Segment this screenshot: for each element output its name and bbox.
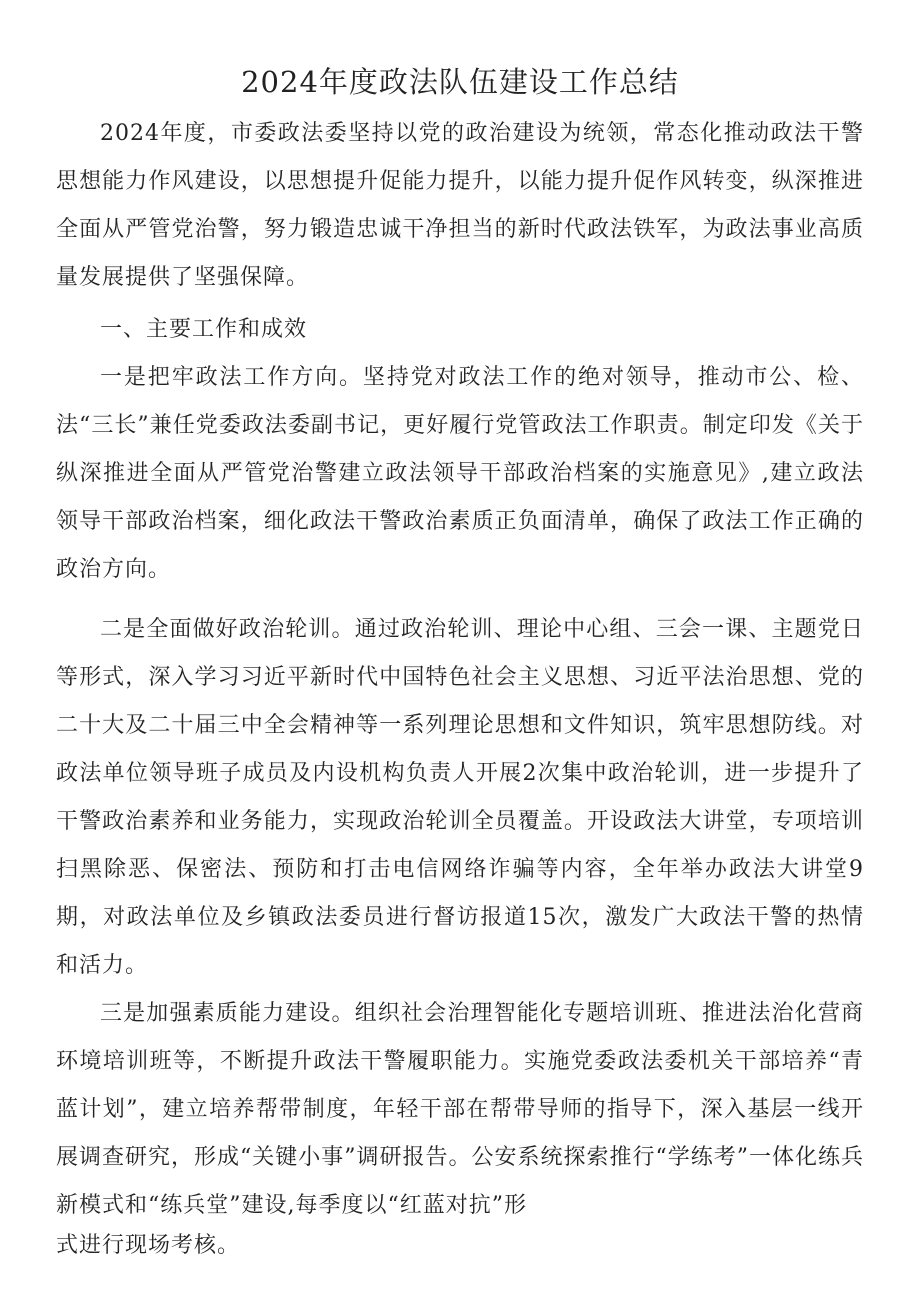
paragraph-capability: 三是加强素质能力建设。组织社会治理智能化专题培训班、推进法治化营商环境培训班等，不断提升政法干警履职能力。实施党委政法委机关干部培养“青蓝计划”，建立培养帮带制度，年轻干部在帮带导师的指导下，深入基层一线开展调查研究，形成“关键小事”调研报告。公安系统探索推行“学练考”一体化练兵新模式和“练兵堂”建设,每季度以“红蓝对抗”形 bbox=[56, 1001, 864, 1218]
intro-paragraph: 2024年度，市委政法委坚持以党的政治建设为统领，常态化推动政法干警思想能力作风建设，以思想提升促能力提升，以能力提升促作风转变，纵深推进全面从严管党治警，努力锻造忠诚干净担当的新时代政法铁军，为政法事业高质量发展提供了坚强保障。 bbox=[56, 121, 864, 290]
document-title: 2024年度政法队伍建设工作总结 bbox=[241, 65, 679, 99]
document-page bbox=[56, 58, 864, 1262]
section-heading: 一、主要工作和成效 bbox=[100, 317, 308, 342]
paragraph-capability-last-line: 式进行现场考核。 bbox=[56, 1233, 241, 1258]
paragraph-training: 二是全面做好政治轮训。通过政治轮训、理论中心组、三会一课、主题党日等形式，深入学习习近平新时代中国特色社会主义思想、习近平法治思想、党的二十大及二十届三中全会精神等一系列理论思想和文件知识，筑牢思想防线。对政法单位领导班子成员及内设机构负责人开展2次集中政治轮训，进一步提升了干警政治素养和业务能力，实现政治轮训全员覆盖。开设政法大讲堂，专项培训扫黑除恶、保密法、预防和打击电信网络诈骗等内容，全年举办政法大讲堂9期，对政法单位及乡镇政法委员进行督访报道15次，激发广大政法干警的热情和活力。 bbox=[56, 617, 864, 978]
paragraph-direction: 一是把牢政法工作方向。坚持党对政法工作的绝对领导，推动市公、检、法“三长”兼任党委政法委副书记，更好履行党管政法工作职责。制定印发《关于纵深推进全面从严管党治警建立政法领导干部政治档案的实施意见》,建立政法领导干部政治档案，细化政法干警政治素质正负面清单，确保了政法工作正确的政治方向。 bbox=[56, 365, 864, 582]
